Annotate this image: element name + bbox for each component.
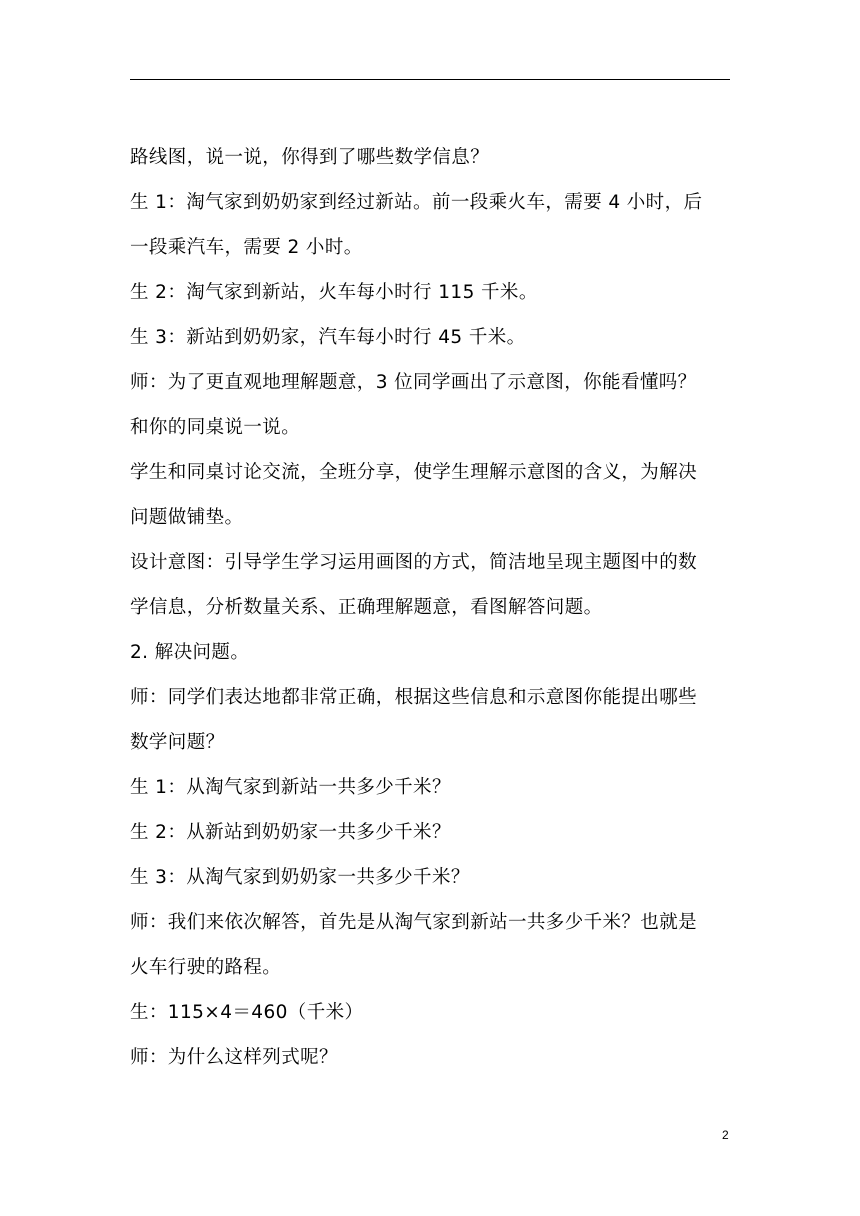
text-line: 一段乘汽车，需要 2 小时。 [130,237,363,258]
document-body [130,135,730,1080]
page-number: 2 [722,1128,729,1142]
text-line: 生 1：从淘气家到新站一共多少千米？ [130,777,451,798]
text-line: 设计意图：引导学生学习运用画图的方式，简洁地呈现主题图中的数 [130,552,698,573]
text-line: 和你的同桌说一说。 [130,417,301,438]
text-line: 火车行驶的路程。 [130,957,282,978]
text-line: 生：115×4＝460（千米） [130,1002,364,1023]
text-line: 师：为了更直观地理解题意，3 位同学画出了示意图，你能看懂吗？ [130,372,697,393]
text-line: 生 3：从淘气家到奶奶家一共多少千米？ [130,867,470,888]
text-line: 生 2：淘气家到新站，火车每小时行 115 千米。 [130,282,538,303]
section-heading: 2. 解决问题。 [130,642,250,663]
text-line: 师：同学们表达地都非常正确，根据这些信息和示意图你能提出哪些 [130,687,698,708]
text-line: 问题做铺垫。 [130,507,244,528]
text-line: 学信息，分析数量关系、正确理解题意，看图解答问题。 [130,597,603,618]
header-rule [130,79,730,80]
text-line: 师：为什么这样列式呢？ [130,1047,338,1068]
text-line: 生 1：淘气家到奶奶家到经过新站。前一段乘火车，需要 4 小时，后 [130,192,703,213]
text-line: 生 3：新站到奶奶家，汽车每小时行 45 千米。 [130,327,526,348]
text-line: 数学问题？ [130,732,225,753]
text-line: 师：我们来依次解答，首先是从淘气家到新站一共多少千米？也就是 [130,912,698,933]
text-line: 学生和同桌讨论交流，全班分享，使学生理解示意图的含义，为解决 [130,462,698,483]
text-line: 路线图，说一说，你得到了哪些数学信息？ [130,147,490,168]
text-line: 生 2：从新站到奶奶家一共多少千米？ [130,822,451,843]
